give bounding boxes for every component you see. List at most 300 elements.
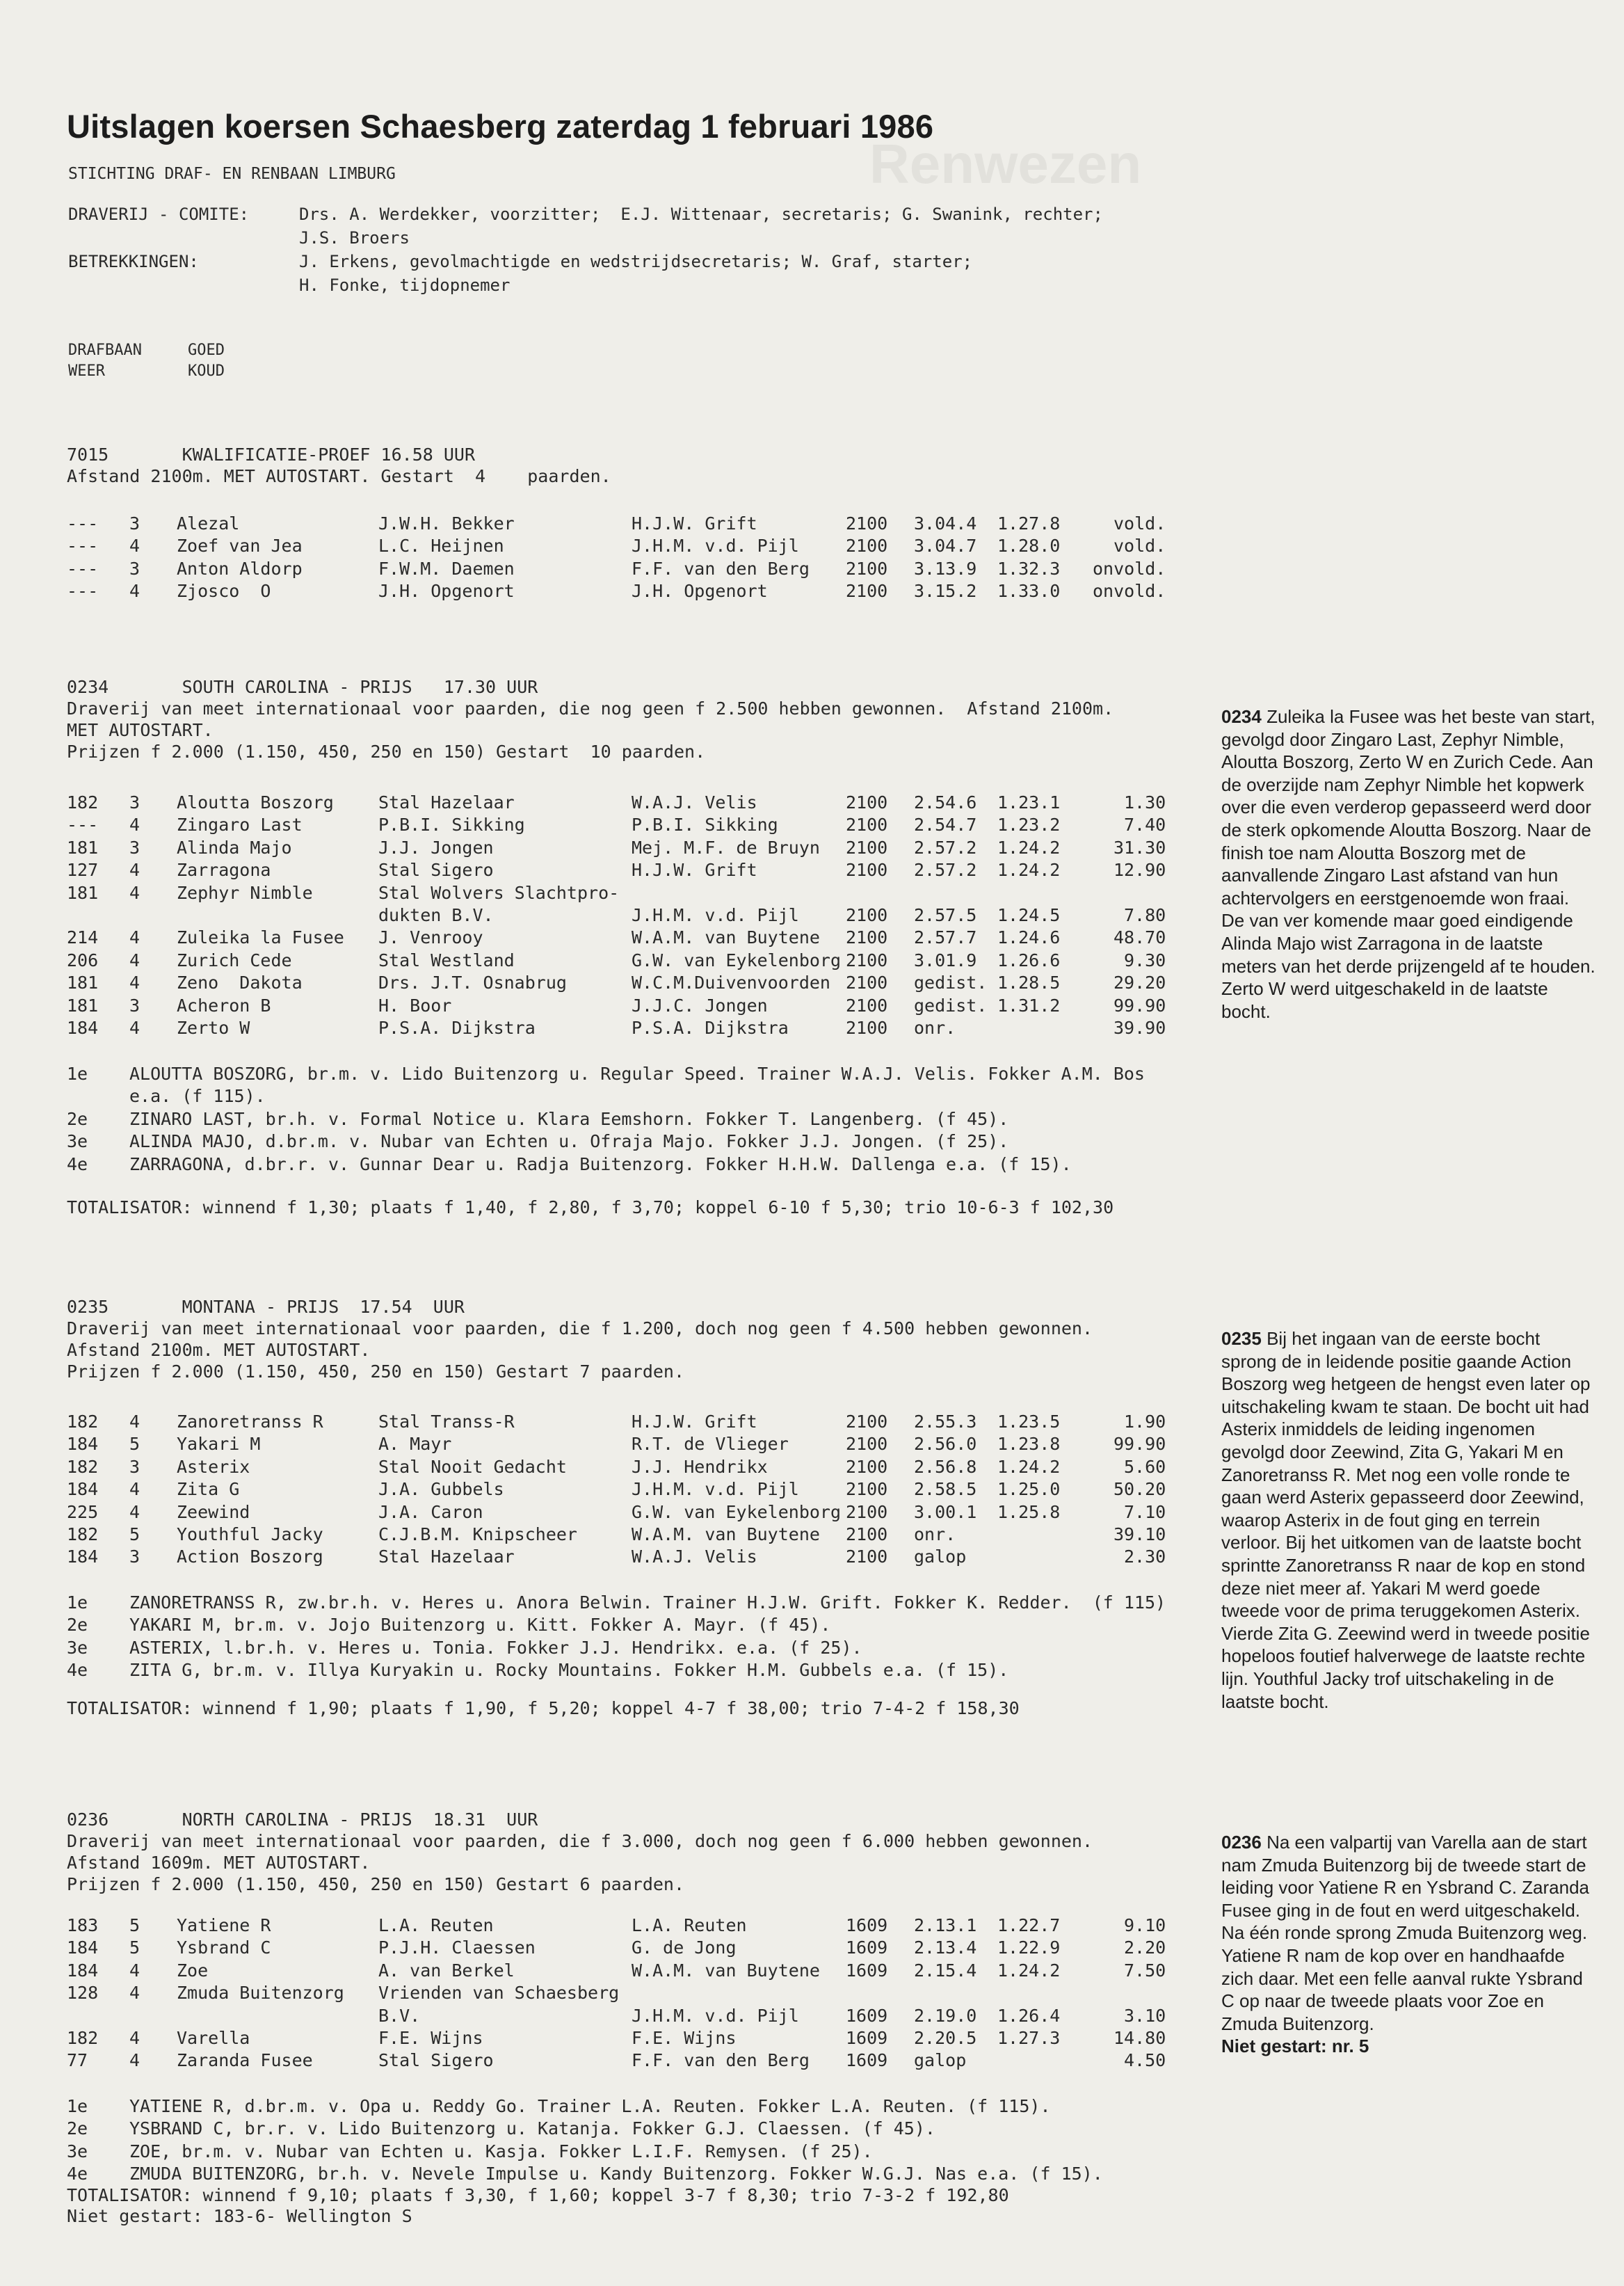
cell-distance: 2100	[846, 1501, 888, 1522]
cell-age: 4	[129, 1412, 140, 1432]
cell-time: 2.57.5	[914, 905, 977, 925]
cell-odds: 9.10	[1124, 1915, 1166, 1935]
cell-age: 4	[129, 1501, 140, 1522]
cell-km-time: 1.26.6	[997, 950, 1061, 970]
cell-rating: 181	[67, 882, 99, 903]
cell-driver: H.J.W. Grift	[632, 513, 757, 534]
cell-time: 2.13.4	[914, 1937, 977, 1958]
cell-rating: 181	[67, 837, 99, 858]
cell-driver: L.A. Reuten	[632, 1915, 747, 1935]
cell-driver: W.A.M. van Buytene	[632, 1960, 820, 1981]
commentary-text: Na een valpartij van Varella aan de start nam Zmuda Buitenzorg bij de tweede start de leiding voor Yatiene R en Ysbrand C. Zaranda Fusee ging in de fout en werd uitgeschakeld. Na één ronde sprong Zmuda Buitenzorg weg. Yatiene R nam de kop over en handhaafde zich daar. Met een felle aanval rukte Ysbrand C op naar de tweede plaats voor Zoe en Zmuda Buitenzorg.	[1221, 1832, 1590, 2034]
cell-km-time: 1.23.1	[997, 792, 1061, 813]
cell-driver: F.E. Wijns	[632, 2028, 737, 2048]
cell-driver: J.J.C. Jongen	[632, 995, 768, 1016]
cell-owner: P.B.I. Sikking	[378, 815, 525, 836]
cell-owner: H. Boor	[378, 995, 452, 1016]
cell-age: 4	[129, 581, 140, 602]
cell-driver: Mej. M.F. de Bruyn	[632, 837, 820, 858]
cell-odds: 50.20	[1114, 1479, 1166, 1500]
placing-rank: 2e	[67, 1108, 88, 1129]
cell-age: 3	[129, 1456, 140, 1477]
committee-label: BETREKKINGEN:	[68, 252, 199, 271]
placing-text: YAKARI M, br.m. v. Jojo Buitenzorg u. Kitt. Fokker A. Mayr. (f 45).	[129, 1615, 831, 1636]
placing-text: ZARRAGONA, d.br.r. v. Gunnar Dear u. Radja Buitenzorg. Fokker H.H.W. Dallenga e.a. (f 15).	[129, 1153, 1072, 1174]
cell-driver: G.W. van Eykelenborg	[632, 950, 842, 970]
cell-time: 2.57.7	[914, 927, 977, 948]
cell-age: 4	[129, 1983, 140, 2004]
cell-time: gedist.	[914, 973, 988, 993]
cell-age: 4	[129, 1479, 140, 1500]
cell-horse: Zaranda Fusee	[177, 2050, 313, 2071]
cell-owner: Stal Hazelaar	[378, 1546, 515, 1567]
cell-km-time: 1.23.5	[997, 1412, 1061, 1432]
cell-time: 3.01.9	[914, 950, 977, 970]
cell-rating: 214	[67, 927, 99, 948]
cell-horse: Zingaro Last	[177, 815, 303, 836]
committee-members: Drs. A. Werdekker, voorzitter; E.J. Wittenaar, secretaris; G. Swanink, rechter;	[299, 205, 1103, 224]
cell-rating: 184	[67, 1018, 99, 1038]
cell-distance: 1609	[846, 1915, 888, 1935]
cell-owner: A. van Berkel	[378, 1960, 515, 1981]
cell-driver: W.A.M. van Buytene	[632, 1524, 820, 1544]
cell-owner: dukten B.V.	[378, 905, 494, 925]
commentary-not-started: Niet gestart: nr. 5	[1221, 2036, 1369, 2057]
race-header-line: Afstand 2100m. MET AUTOSTART.	[67, 1340, 371, 1360]
cell-owner: A. Mayr	[378, 1434, 452, 1455]
cell-driver: J.H.M. v.d. Pijl	[632, 2005, 799, 2026]
cell-age: 3	[129, 995, 140, 1016]
cell-owner: Vrienden van Schaesberg	[378, 1983, 620, 2004]
cell-owner: Stal Hazelaar	[378, 792, 515, 813]
placing-text: ZITA G, br.m. v. Illya Kuryakin u. Rocky Mountains. Fokker H.M. Gubbels e.a. (f 15).	[129, 1660, 1009, 1681]
cell-horse: Zarragona	[177, 860, 271, 881]
cell-distance: 2100	[846, 1018, 888, 1038]
cell-owner: J.A. Caron	[378, 1501, 483, 1522]
cell-distance: 2100	[846, 513, 888, 534]
cell-odds: 7.40	[1124, 815, 1166, 836]
cell-odds: vold.	[1114, 513, 1166, 534]
placing-rank: 4e	[67, 2164, 88, 2184]
cell-age: 3	[129, 792, 140, 813]
cell-time: 2.54.6	[914, 792, 977, 813]
cell-time: galop	[914, 2050, 967, 2071]
cell-time: 2.57.2	[914, 860, 977, 881]
cell-age: 4	[129, 536, 140, 557]
cell-owner: Stal Sigero	[378, 860, 494, 881]
cell-km-time: 1.22.9	[997, 1937, 1061, 1958]
race-header-line: 0236 NORTH CAROLINA - PRIJS 18.31 UUR	[67, 1809, 538, 1830]
cell-km-time: 1.24.5	[997, 905, 1061, 925]
organization: STICHTING DRAF- EN RENBAAN LIMBURG	[68, 165, 396, 183]
cell-odds: 9.30	[1124, 950, 1166, 970]
cell-driver: G.W. van Eykelenborg	[632, 1501, 842, 1522]
cell-time: gedist.	[914, 995, 988, 1016]
condition-value: KOUD	[188, 362, 225, 380]
cell-time: 3.13.9	[914, 558, 977, 579]
cell-rating: 184	[67, 1434, 99, 1455]
race-header-line: 0235 MONTANA - PRIJS 17.54 UUR	[67, 1297, 465, 1317]
race-header-line: Afstand 1609m. MET AUTOSTART.	[67, 1853, 371, 1873]
placing-text: ASTERIX, l.br.h. v. Heres u. Tonia. Fokker J.J. Hendrikx. e.a. (f 25).	[129, 1637, 862, 1658]
cell-distance: 2100	[846, 1479, 888, 1500]
cell-km-time: 1.25.8	[997, 1501, 1061, 1522]
cell-age: 4	[129, 1018, 140, 1038]
race-header-line: Draverij van meet internationaal voor paarden, die f 3.000, doch nog geen f 6.000 hebben gewonnen.	[67, 1831, 1093, 1851]
not-started: Niet gestart: 183-6- Wellington S	[67, 2206, 412, 2226]
cell-rating: 184	[67, 1960, 99, 1981]
cell-rating: 77	[67, 2050, 88, 2071]
cell-odds: 31.30	[1114, 837, 1166, 858]
cell-km-time: 1.23.2	[997, 815, 1061, 836]
cell-age: 3	[129, 1546, 140, 1567]
cell-time: 3.15.2	[914, 581, 977, 602]
cell-time: onr.	[914, 1018, 956, 1038]
placing-text: ALINDA MAJO, d.br.m. v. Nubar van Echten u. Ofraja Majo. Fokker J.J. Jongen. (f 25).	[129, 1131, 1009, 1152]
race-header-line: Draverij van meet internationaal voor paarden, die f 1.200, doch nog geen f 4.500 hebben gewonnen.	[67, 1318, 1093, 1338]
cell-odds: 14.80	[1114, 2028, 1166, 2048]
cell-distance: 2100	[846, 973, 888, 993]
cell-distance: 1609	[846, 1937, 888, 1958]
placing-rank: 2e	[67, 2118, 88, 2139]
cell-age: 5	[129, 1434, 140, 1455]
cell-age: 4	[129, 815, 140, 836]
cell-km-time: 1.27.3	[997, 2028, 1061, 2048]
cell-driver: H.J.W. Grift	[632, 860, 757, 881]
cell-horse: Zmuda Buitenzorg	[177, 1983, 344, 2004]
cell-driver: J.H.M. v.d. Pijl	[632, 905, 799, 925]
cell-distance: 1609	[846, 1960, 888, 1981]
cell-horse: Zjosco O	[177, 581, 271, 602]
cell-km-time: 1.28.5	[997, 973, 1061, 993]
cell-odds: 99.90	[1114, 1434, 1166, 1455]
cell-driver: F.F. van den Berg	[632, 2050, 810, 2071]
committee-members: J.S. Broers	[299, 228, 410, 248]
cell-age: 5	[129, 1937, 140, 1958]
cell-horse: Alinda Majo	[177, 837, 292, 858]
condition-value: GOED	[188, 342, 225, 359]
cell-km-time: 1.26.4	[997, 2005, 1061, 2026]
cell-horse: Zeno Dakota	[177, 973, 303, 993]
cell-age: 4	[129, 973, 140, 993]
cell-owner: J.W.H. Bekker	[378, 513, 515, 534]
cell-odds: 5.60	[1124, 1456, 1166, 1477]
cell-age: 5	[129, 1915, 140, 1935]
cell-horse: Zoef van Jea	[177, 536, 303, 557]
cell-odds: 2.30	[1124, 1546, 1166, 1567]
cell-distance: 2100	[846, 927, 888, 948]
cell-distance: 1609	[846, 2028, 888, 2048]
cell-rating: 184	[67, 1546, 99, 1567]
cell-distance: 2100	[846, 1434, 888, 1455]
cell-rating: 183	[67, 1915, 99, 1935]
totalisator: TOTALISATOR: winnend f 1,30; plaats f 1,40, f 2,80, f 3,70; koppel 6-10 f 5,30; trio 10-6-3 f 102,30	[67, 1197, 1114, 1217]
cell-distance: 2100	[846, 792, 888, 813]
cell-owner: J.H. Opgenort	[378, 581, 515, 602]
cell-odds: 39.90	[1114, 1018, 1166, 1038]
cell-time: 2.55.3	[914, 1412, 977, 1432]
cell-km-time: 1.24.2	[997, 1456, 1061, 1477]
cell-distance: 2100	[846, 1412, 888, 1432]
cell-horse: Aloutta Boszorg	[177, 792, 334, 813]
cell-rating: 182	[67, 1456, 99, 1477]
cell-horse: Youthful Jacky	[177, 1524, 323, 1544]
cell-time: 2.57.2	[914, 837, 977, 858]
cell-owner: Stal Transs-R	[378, 1412, 515, 1432]
cell-rating: 182	[67, 2028, 99, 2048]
cell-odds: vold.	[1114, 536, 1166, 557]
cell-odds: 7.80	[1124, 905, 1166, 925]
cell-horse: Zuleika la Fusee	[177, 927, 344, 948]
placing-text: ZOE, br.m. v. Nubar van Echten u. Kasja. Fokker L.I.F. Remysen. (f 25).	[129, 2141, 873, 2161]
placing-text: ZANORETRANSS R, zw.br.h. v. Heres u. Anora Belwin. Trainer H.J.W. Grift. Fokker K. Redder. (f 115)	[129, 1592, 1166, 1613]
cell-km-time: 1.32.3	[997, 558, 1061, 579]
cell-horse: Alezal	[177, 513, 240, 534]
cell-driver: W.A.M. van Buytene	[632, 927, 820, 948]
cell-owner: C.J.B.M. Knipscheer	[378, 1524, 577, 1544]
placing-rank: 3e	[67, 1131, 88, 1152]
placing-text: ZINARO LAST, br.h. v. Formal Notice u. Klara Eemshorn. Fokker T. Langenberg. (f 45).	[129, 1108, 1009, 1129]
placing-rank: 1e	[67, 1064, 88, 1084]
cell-horse: Yatiene R	[177, 1915, 271, 1935]
cell-owner: F.E. Wijns	[378, 2028, 483, 2048]
placing-rank: 3e	[67, 2141, 88, 2161]
cell-odds: 4.50	[1124, 2050, 1166, 2071]
placing-rank: 2e	[67, 1615, 88, 1636]
cell-distance: 2100	[846, 1546, 888, 1567]
cell-owner: Stal Westland	[378, 950, 515, 970]
condition-label: WEER	[68, 362, 105, 380]
cell-odds: onvold.	[1093, 558, 1166, 579]
cell-rating: ---	[67, 815, 99, 836]
cell-owner: F.W.M. Daemen	[378, 558, 515, 579]
cell-driver: J.H.M. v.d. Pijl	[632, 1479, 799, 1500]
cell-age: 3	[129, 558, 140, 579]
cell-owner: Stal Wolvers Slachtpro-	[378, 882, 620, 903]
commentary-text: Zuleika la Fusee was het beste van start, gevolgd door Zingaro Last, Zephyr Nimble, Aloutta Boszorg, Zerto W en Zurich Cede. Aan de overzijde nam Zephyr Nimble het kopwerk over die even verderop gepasseerd werd door de sterk opkomende Aloutta Boszorg. Naar de finish toe nam Aloutta Boszorg met de aanvallende Zingaro Last afstand van hun achtervolgers en eerstgenoemde won fraai. De van ver komende maar goed eindigende Alinda Majo wist Zarragona in de laatste meters van het derde prijzengeld af te houden. Zerto W werd uitgeschakeld in de laatste bocht.	[1221, 706, 1595, 1022]
cell-age: 4	[129, 860, 140, 881]
race-header-line: Prijzen f 2.000 (1.150, 450, 250 en 150) Gestart 6 paarden.	[67, 1874, 685, 1894]
cell-km-time: 1.23.8	[997, 1434, 1061, 1455]
committee-members: J. Erkens, gevolmachtigde en wedstrijdsecretaris; W. Graf, starter;	[299, 252, 973, 271]
condition-label: DRAFBAAN	[68, 342, 142, 359]
race-header-line: Afstand 2100m. MET AUTOSTART. Gestart 4 paarden.	[67, 466, 611, 486]
cell-rating: ---	[67, 536, 99, 557]
cell-rating: 182	[67, 1412, 99, 1432]
cell-age: 3	[129, 837, 140, 858]
cell-age: 4	[129, 950, 140, 970]
cell-time: onr.	[914, 1524, 956, 1544]
cell-km-time: 1.22.7	[997, 1915, 1061, 1935]
cell-odds: 2.20	[1124, 1937, 1166, 1958]
cell-distance: 2100	[846, 860, 888, 881]
cell-age: 4	[129, 2050, 140, 2071]
bleed-through-text: Renwezen	[869, 133, 1142, 195]
cell-time: 3.04.4	[914, 513, 977, 534]
cell-driver: G. de Jong	[632, 1937, 737, 1958]
cell-distance: 1609	[846, 2050, 888, 2071]
cell-horse: Yakari M	[177, 1434, 261, 1455]
cell-time: 2.58.5	[914, 1479, 977, 1500]
cell-horse: Varella	[177, 2028, 250, 2048]
cell-time: 2.13.1	[914, 1915, 977, 1935]
cell-driver: J.H. Opgenort	[632, 581, 768, 602]
cell-distance: 2100	[846, 815, 888, 836]
cell-horse: Asterix	[177, 1456, 250, 1477]
cell-rating: 182	[67, 792, 99, 813]
cell-age: 5	[129, 1524, 140, 1544]
cell-horse: Zanoretranss R	[177, 1412, 323, 1432]
cell-horse: Zurich Cede	[177, 950, 292, 970]
cell-distance: 1609	[846, 2005, 888, 2026]
cell-time: 2.15.4	[914, 1960, 977, 1981]
cell-distance: 2100	[846, 1456, 888, 1477]
cell-odds: onvold.	[1093, 581, 1166, 602]
cell-time: 2.54.7	[914, 815, 977, 836]
race-header-line: Prijzen f 2.000 (1.150, 450, 250 en 150) Gestart 10 paarden.	[67, 742, 706, 762]
cell-rating: 184	[67, 1479, 99, 1500]
cell-distance: 2100	[846, 558, 888, 579]
cell-distance: 2100	[846, 837, 888, 858]
committee-members: H. Fonke, tijdopnemer	[299, 275, 510, 295]
cell-horse: Zerto W	[177, 1018, 250, 1038]
cell-owner: J. Venrooy	[378, 927, 483, 948]
cell-odds: 3.10	[1124, 2005, 1166, 2026]
cell-time: 2.56.0	[914, 1434, 977, 1455]
cell-age: 4	[129, 927, 140, 948]
cell-rating: ---	[67, 558, 99, 579]
cell-odds: 48.70	[1114, 927, 1166, 948]
cell-driver: J.H.M. v.d. Pijl	[632, 536, 799, 557]
cell-distance: 2100	[846, 536, 888, 557]
cell-km-time: 1.33.0	[997, 581, 1061, 602]
placing-text: YATIENE R, d.br.m. v. Opa u. Reddy Go. Trainer L.A. Reuten. Fokker L.A. Reuten. (f 115).	[129, 2096, 1051, 2116]
cell-rating: 206	[67, 950, 99, 970]
commentary-text: Bij het ingaan van de eerste bocht sprong de in leidende positie gaande Action Boszorg weg hetgeen de hengst even later op uitschakeling kwam te staan. De bocht uit had Asterix inmiddels de leiding ingenomen gevolgd door Zeewind, Zita G, Yakari M en Zanoretranss R. Met nog een volle ronde te gaan werd Asterix gepasseerd door Zeewind, waarop Asterix in de fout ging en terrein verloor. Bij het uitkomen van de laatste bocht sprintte Zanoretranss R naar de kop en stond deze niet meer af. Yakari M werd goede tweede voor de prima teruggekomen Asterix. Vierde Zita G. Zeewind werd in tweede positie hopeloos foutief halverwege de laatste rechte lijn. Youthful Jacky trof uitschakeling in de laatste bocht.	[1221, 1328, 1591, 1712]
cell-time: 2.20.5	[914, 2028, 977, 2048]
commentary-number: 0234	[1221, 706, 1262, 727]
cell-driver: J.J. Hendrikx	[632, 1456, 768, 1477]
cell-time: 3.00.1	[914, 1501, 977, 1522]
cell-owner: J.J. Jongen	[378, 837, 494, 858]
placing-rank: 4e	[67, 1660, 88, 1681]
cell-time: 2.56.8	[914, 1456, 977, 1477]
cell-distance: 2100	[846, 905, 888, 925]
race-header-line: MET AUTOSTART.	[67, 720, 214, 740]
race-header-line: 7015 KWALIFICATIE-PROEF 16.58 UUR	[67, 445, 475, 465]
cell-rating: ---	[67, 581, 99, 602]
cell-owner: Stal Nooit Gedacht	[378, 1456, 567, 1477]
commentary-number: 0236	[1221, 1832, 1262, 1853]
cell-horse: Action Boszorg	[177, 1546, 323, 1567]
cell-odds: 39.10	[1114, 1524, 1166, 1544]
cell-distance: 2100	[846, 995, 888, 1016]
cell-age: 4	[129, 2028, 140, 2048]
cell-time: 2.19.0	[914, 2005, 977, 2026]
cell-odds: 1.90	[1124, 1412, 1166, 1432]
cell-owner: L.C. Heijnen	[378, 536, 504, 557]
cell-km-time: 1.24.2	[997, 1960, 1061, 1981]
cell-owner: P.J.H. Claessen	[378, 1937, 536, 1958]
commentary-number: 0235	[1221, 1328, 1262, 1349]
placing-text: ZMUDA BUITENZORG, br.h. v. Nevele Impulse u. Kandy Buitenzorg. Fokker W.G.J. Nas e.a. (f 15).	[129, 2164, 1103, 2184]
cell-odds: 29.20	[1114, 973, 1166, 993]
cell-driver: P.B.I. Sikking	[632, 815, 778, 836]
race-header-line: 0234 SOUTH CAROLINA - PRIJS 17.30 UUR	[67, 677, 538, 697]
cell-rating: 184	[67, 1937, 99, 1958]
cell-driver: H.J.W. Grift	[632, 1412, 757, 1432]
cell-driver: P.S.A. Dijkstra	[632, 1018, 789, 1038]
cell-km-time: 1.24.6	[997, 927, 1061, 948]
cell-driver: F.F. van den Berg	[632, 558, 810, 579]
placing-rank: 4e	[67, 1153, 88, 1174]
cell-horse: Zeewind	[177, 1501, 250, 1522]
cell-horse: Ysbrand C	[177, 1937, 271, 1958]
cell-rating: 182	[67, 1524, 99, 1544]
placing-text: ALOUTTA BOSZORG, br.m. v. Lido Buitenzorg u. Regular Speed. Trainer W.A.J. Velis. Fokker A.M. Bos	[129, 1064, 1145, 1084]
cell-rating: 181	[67, 973, 99, 993]
race-header-line: Prijzen f 2.000 (1.150, 450, 250 en 150) Gestart 7 paarden.	[67, 1361, 685, 1382]
cell-driver: W.A.J. Velis	[632, 792, 757, 813]
cell-rating: 127	[67, 860, 99, 881]
cell-age: 4	[129, 1960, 140, 1981]
cell-horse: Acheron B	[177, 995, 271, 1016]
page-title: Uitslagen koersen Schaesberg zaterdag 1 februari 1986	[67, 108, 934, 145]
cell-driver: R.T. de Vlieger	[632, 1434, 789, 1455]
cell-odds: 99.90	[1114, 995, 1166, 1016]
cell-km-time: 1.24.2	[997, 837, 1061, 858]
cell-distance: 2100	[846, 950, 888, 970]
cell-distance: 2100	[846, 1524, 888, 1544]
commentary-0235	[1221, 1327, 1597, 1713]
cell-km-time: 1.28.0	[997, 536, 1061, 557]
cell-odds: 7.10	[1124, 1501, 1166, 1522]
cell-time: 3.04.7	[914, 536, 977, 557]
cell-owner: Drs. J.T. Osnabrug	[378, 973, 567, 993]
totalisator: TOTALISATOR: winnend f 1,90; plaats f 1,90, f 5,20; koppel 4-7 f 38,00; trio 7-4-2 f 158,30	[67, 1698, 1020, 1718]
cell-age: 3	[129, 513, 140, 534]
cell-km-time: 1.31.2	[997, 995, 1061, 1016]
cell-rating: 128	[67, 1983, 99, 2004]
cell-horse: Zoe	[177, 1960, 209, 1981]
committee-label: DRAVERIJ - COMITE:	[68, 205, 250, 224]
cell-km-time: 1.25.0	[997, 1479, 1061, 1500]
cell-km-time: 1.27.8	[997, 513, 1061, 534]
cell-owner: J.A. Gubbels	[378, 1479, 504, 1500]
cell-owner: Stal Sigero	[378, 2050, 494, 2071]
placing-text: YSBRAND C, br.r. v. Lido Buitenzorg u. Katanja. Fokker G.J. Claessen. (f 45).	[129, 2118, 935, 2139]
cell-rating: 225	[67, 1501, 99, 1522]
cell-age: 4	[129, 882, 140, 903]
cell-horse: Zephyr Nimble	[177, 882, 313, 903]
cell-rating: 181	[67, 995, 99, 1016]
placing-rank: 3e	[67, 1637, 88, 1658]
placing-rank: 1e	[67, 2096, 88, 2116]
placing-text: e.a. (f 115).	[129, 1086, 266, 1107]
cell-time: galop	[914, 1546, 967, 1567]
cell-km-time: 1.24.2	[997, 860, 1061, 881]
cell-odds: 12.90	[1114, 860, 1166, 881]
cell-owner: P.S.A. Dijkstra	[378, 1018, 536, 1038]
totalisator: TOTALISATOR: winnend f 9,10; plaats f 3,30, f 1,60; koppel 3-7 f 8,30; trio 7-3-2 f 192,80	[67, 2185, 1009, 2205]
cell-horse: Anton Aldorp	[177, 558, 303, 579]
cell-odds: 7.50	[1124, 1960, 1166, 1981]
cell-odds: 1.30	[1124, 792, 1166, 813]
cell-owner: B.V.	[378, 2005, 421, 2026]
cell-driver: W.C.M.Duivenvoorden	[632, 973, 830, 993]
placing-rank: 1e	[67, 1592, 88, 1613]
commentary-0236	[1221, 1831, 1597, 2058]
